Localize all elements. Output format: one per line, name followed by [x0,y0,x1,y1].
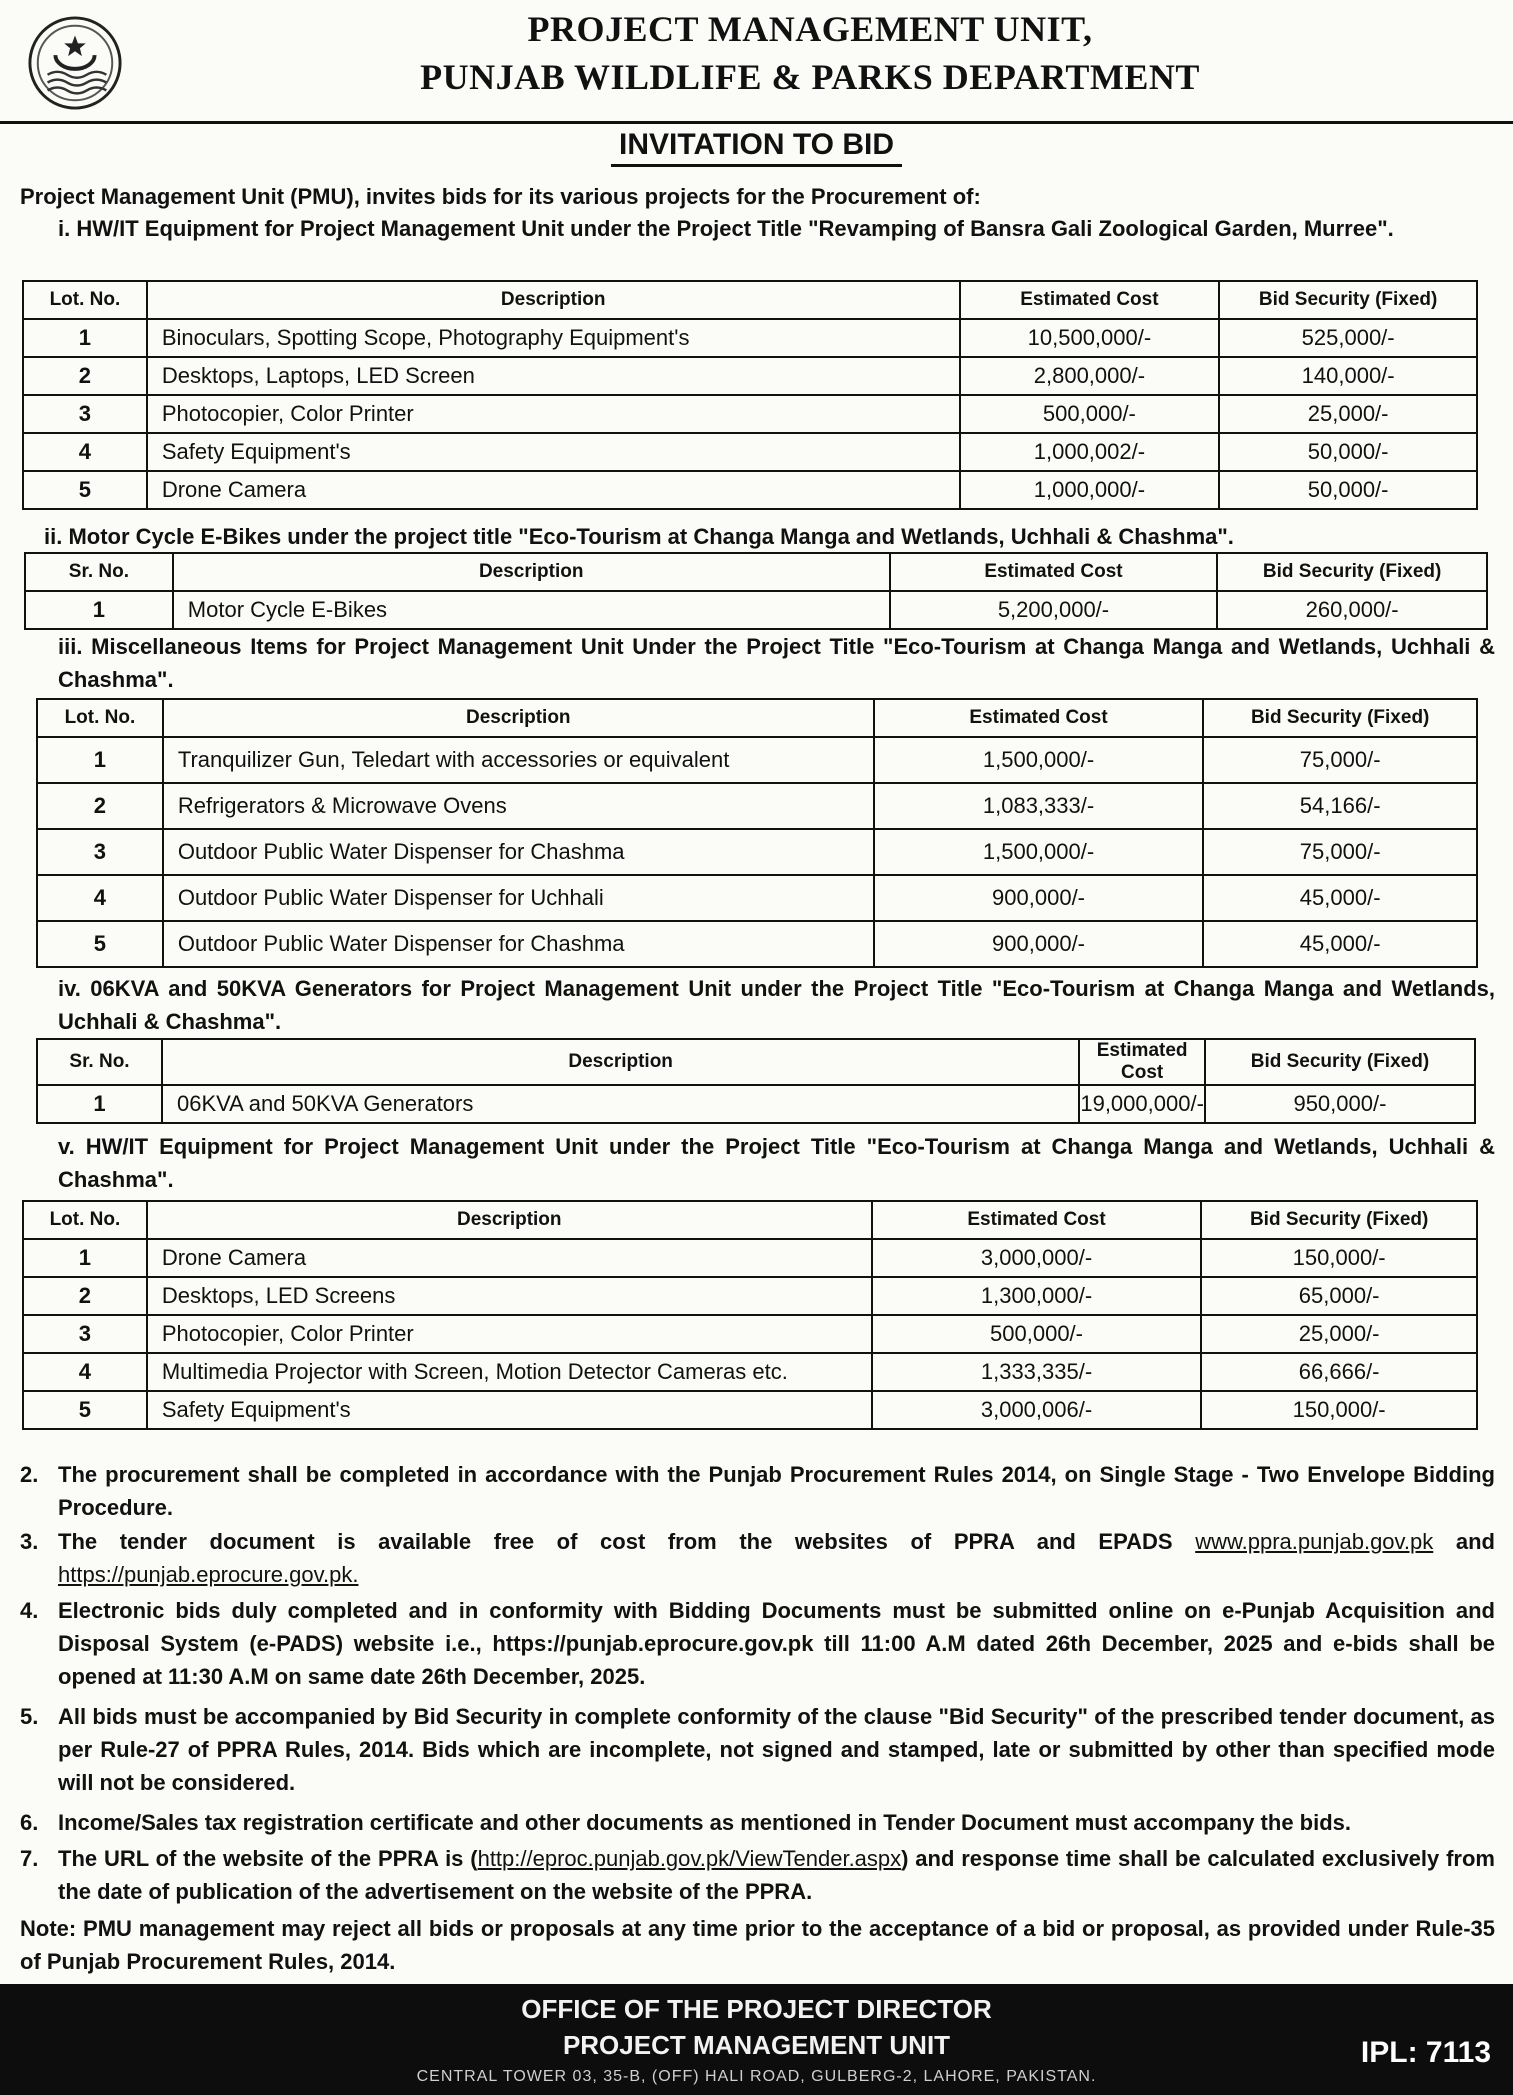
col-bid-security: Bid Security (Fixed) [1219,281,1477,319]
bid-security: 75,000/- [1203,737,1477,783]
point-4-text: Electronic bids duly completed and in conformity with Bidding Documents must be submitted online on e-Punjab Acquisition and Disposal System (e-PADS) website i.e., https://punjab.eprocure.gov.pk till 11:00 A.M dated 26th December, 2025 and e-bids shall be opened at 11:30 A.M on same date 26th December, 2025. [58,1598,1495,1689]
lot-no: 2 [23,357,147,395]
col-estimated-cost: Estimated Cost [890,553,1218,591]
item-description: Desktops, LED Screens [147,1277,872,1315]
item-description: Motor Cycle E-Bikes [173,591,890,629]
lot-no: 2 [23,1277,147,1315]
col-no: Lot. No. [23,281,147,319]
estimated-cost: 500,000/- [960,395,1220,433]
bid-security: 50,000/- [1219,471,1477,509]
lot-no: 5 [23,471,147,509]
note: Note: PMU management may reject all bids or proposals at any time prior to the acceptance of a bid or proposal, as provided under Rule-35 of Punjab Procurement Rules, 2014. [20,1916,1495,1974]
section-5-heading: v. HW/IT Equipment for Project Management Unit under the Project Title "Eco-Tourism at Changa Manga and Wetlands, Uchhali & Chashma". [58,1134,1495,1192]
bid-security: 45,000/- [1203,875,1477,921]
item-description: Multimedia Projector with Screen, Motion Detector Cameras etc. [147,1353,872,1391]
col-estimated-cost: Estimated Cost [960,281,1220,319]
col-estimated-cost: Estimated Cost [874,699,1204,737]
bid-security: 150,000/- [1201,1391,1477,1429]
estimated-cost: 1,500,000/- [874,829,1204,875]
bid-security: 140,000/- [1219,357,1477,395]
point-6-text: Income/Sales tax registration certificate and other documents as mentioned in Tender Document must accompany the bids. [58,1810,1352,1835]
footer-office: OFFICE OF THE PROJECT DIRECTOR [521,1994,992,2024]
estimated-cost: 500,000/- [872,1315,1202,1353]
table-row [25,591,1487,629]
item-description: Safety Equipment's [147,433,960,471]
point-3-number: 3. [20,1529,39,1554]
point-5 [20,1700,1495,1799]
point-7 [20,1842,1495,1908]
section-5-table [22,1200,1478,1430]
lot-no: 1 [23,319,147,357]
point-7-number: 7. [20,1846,39,1871]
ppra-website-link[interactable]: www.ppra.punjab.gov.pk [1195,1529,1434,1554]
bid-security: 75,000/- [1203,829,1477,875]
table-row [23,1353,1477,1391]
col-description: Description [173,553,890,591]
estimated-cost: 1,083,333/- [874,783,1204,829]
lot-no: 1 [37,737,163,783]
lot-no: 3 [23,1315,147,1353]
point-2 [20,1458,1495,1524]
punjab-government-logo-icon [26,14,124,112]
table-header-row [23,281,1477,319]
table-row [23,1391,1477,1429]
item-description: Safety Equipment's [147,1391,872,1429]
item-description: Photocopier, Color Printer [147,395,960,433]
table-row [37,737,1477,783]
item-description: Outdoor Public Water Dispenser for Chashma [163,829,874,875]
estimated-cost: 2,800,000/- [960,357,1220,395]
point-2-number: 2. [20,1462,39,1487]
footer-address: CENTRAL TOWER 03, 35-B, (OFF) HALI ROAD, GULBERG-2, LAHORE, PAKISTAN. [416,2068,1097,2085]
lot-no: 5 [23,1391,147,1429]
item-description: Binoculars, Spotting Scope, Photography Equipment's [147,319,960,357]
section-2-table [24,552,1488,630]
point-5-number: 5. [20,1704,39,1729]
col-no: Sr. No. [37,1039,162,1085]
estimated-cost: 1,000,002/- [960,433,1220,471]
item-description: Photocopier, Color Printer [147,1315,872,1353]
section-2-heading: ii. Motor Cycle E-Bikes under the project title "Eco-Tourism at Changa Manga and Wetlands, Uchhali & Chashma". [44,524,1234,549]
bid-security: 50,000/- [1219,433,1477,471]
item-description: Drone Camera [147,1239,872,1277]
bid-security: 54,166/- [1203,783,1477,829]
point-4-number: 4. [20,1598,39,1623]
footer [0,1984,1513,2095]
estimated-cost: 19,000,000/- [1079,1085,1205,1123]
estimated-cost: 1,000,000/- [960,471,1220,509]
epads-website-link[interactable]: https://punjab.eprocure.gov.pk. [58,1562,359,1587]
bid-security: 150,000/- [1201,1239,1477,1277]
bid-security: 260,000/- [1217,591,1487,629]
bid-security: 25,000/- [1201,1315,1477,1353]
estimated-cost: 3,000,000/- [872,1239,1202,1277]
point-7-post: ) and response time shall be calculated exclusively from the date of publication of the advertisement on the website of the PPRA. [58,1846,1495,1904]
col-bid-security: Bid Security (Fixed) [1201,1201,1477,1239]
item-description: Outdoor Public Water Dispenser for Chashma [163,921,874,967]
table-row [23,357,1477,395]
col-description: Description [162,1039,1079,1085]
estimated-cost: 5,200,000/- [890,591,1218,629]
invitation-title [0,128,1513,167]
section-4-table [36,1038,1476,1124]
bid-security: 45,000/- [1203,921,1477,967]
lot-no: 4 [37,875,163,921]
point-2-text: The procurement shall be completed in accordance with the Punjab Procurement Rules 2014, on Single Stage - Two Envelope Bidding Procedure. [58,1462,1495,1520]
table-header-row [23,1201,1477,1239]
footer-unit: PROJECT MANAGEMENT UNIT [562,2030,951,2060]
table-header-row [25,553,1487,591]
bid-security: 525,000/- [1219,319,1477,357]
col-estimated-cost: Estimated Cost [872,1201,1202,1239]
table-row [23,471,1477,509]
sr-no: 1 [37,1085,162,1123]
sr-no: 1 [25,591,173,629]
item-description: Desktops, Laptops, LED Screen [147,357,960,395]
lot-no: 1 [23,1239,147,1277]
col-no: Lot. No. [23,1201,147,1239]
col-description: Description [147,1201,872,1239]
intro-text: Project Management Unit (PMU), invites bids for its various projects for the Procurement of: [20,184,981,209]
item-description: Refrigerators & Microwave Ovens [163,783,874,829]
lot-no: 5 [37,921,163,967]
ipl-number: IPL: 7113 [1360,2036,1491,2069]
header [0,0,1513,124]
estimated-cost: 900,000/- [874,921,1204,967]
col-description: Description [147,281,960,319]
lot-no: 3 [37,829,163,875]
table-row [37,829,1477,875]
col-no: Lot. No. [37,699,163,737]
point-6 [20,1806,1495,1839]
invitation-title-text: INVITATION TO BID [611,128,902,167]
section-1-table [22,280,1478,510]
lot-no: 4 [23,1353,147,1391]
table-row [23,319,1477,357]
point-4 [20,1594,1495,1693]
item-description: Drone Camera [147,471,960,509]
table-row [37,1085,1475,1123]
section-3-table [36,698,1478,968]
header-line-1: PROJECT MANAGEMENT UNIT, [527,9,1093,49]
header-line-2: PUNJAB WILDLIFE & PARKS DEPARTMENT [420,57,1200,97]
table-row [37,783,1477,829]
col-estimated-cost: Estimated Cost [1079,1039,1205,1085]
col-description: Description [163,699,874,737]
estimated-cost: 1,300,000/- [872,1277,1202,1315]
lot-no: 3 [23,395,147,433]
table-row [37,921,1477,967]
section-1-heading-text: i. HW/IT Equipment for Project Management Unit under the Project Title "Revamping of Bansra Gali Zoological Garden, Murree". [58,216,1394,241]
col-bid-security: Bid Security (Fixed) [1203,699,1477,737]
table-row [23,433,1477,471]
point-6-number: 6. [20,1810,39,1835]
lot-no: 2 [37,783,163,829]
point-3-and: and [1455,1529,1495,1554]
estimated-cost: 1,500,000/- [874,737,1204,783]
point-3 [20,1525,1495,1591]
table-row [23,1239,1477,1277]
bid-security: 65,000/- [1201,1277,1477,1315]
table-row [23,1315,1477,1353]
section-3-heading: iii. Miscellaneous Items for Project Management Unit Under the Project Title "Eco-Tourism at Changa Manga and Wetlands, Uchhali & Chashma". [58,634,1495,692]
table-row [23,395,1477,433]
table-row [23,1277,1477,1315]
item-description: Outdoor Public Water Dispenser for Uchhali [163,875,874,921]
bid-security: 66,666/- [1201,1353,1477,1391]
estimated-cost: 3,000,006/- [872,1391,1202,1429]
section-1-heading [58,212,1495,245]
item-description: 06KVA and 50KVA Generators [162,1085,1079,1123]
table-row [37,875,1477,921]
table-header-row [37,1039,1475,1085]
item-description: Tranquilizer Gun, Teledart with accessories or equivalent [163,737,874,783]
estimated-cost: 1,333,335/- [872,1353,1202,1391]
table-header-row [37,699,1477,737]
estimated-cost: 10,500,000/- [960,319,1220,357]
point-3-text: The tender document is available free of cost from the websites of PPRA and EPADS [58,1529,1173,1554]
section-4-heading: iv. 06KVA and 50KVA Generators for Project Management Unit under the Project Title "Eco-Tourism at Changa Manga and Wetlands, Uchhali & Chashma". [58,976,1495,1034]
col-bid-security: Bid Security (Fixed) [1205,1039,1475,1085]
lot-no: 4 [23,433,147,471]
point-5-text: All bids must be accompanied by Bid Security in complete conformity of the clause "Bid Security" of the prescribed tender document, as per Rule-27 of PPRA Rules, 2014. Bids which are incomplete, not signed and stamped, late or submitted by other than specified mode will not be considered. [58,1704,1495,1795]
bid-security: 950,000/- [1205,1085,1475,1123]
estimated-cost: 900,000/- [874,875,1204,921]
col-no: Sr. No. [25,553,173,591]
bid-security: 25,000/- [1219,395,1477,433]
point-7-pre: The URL of the website of the PPRA is ( [58,1846,478,1871]
ppra-tender-link[interactable]: http://eproc.punjab.gov.pk/ViewTender.aspx [477,1846,902,1871]
col-bid-security: Bid Security (Fixed) [1217,553,1487,591]
